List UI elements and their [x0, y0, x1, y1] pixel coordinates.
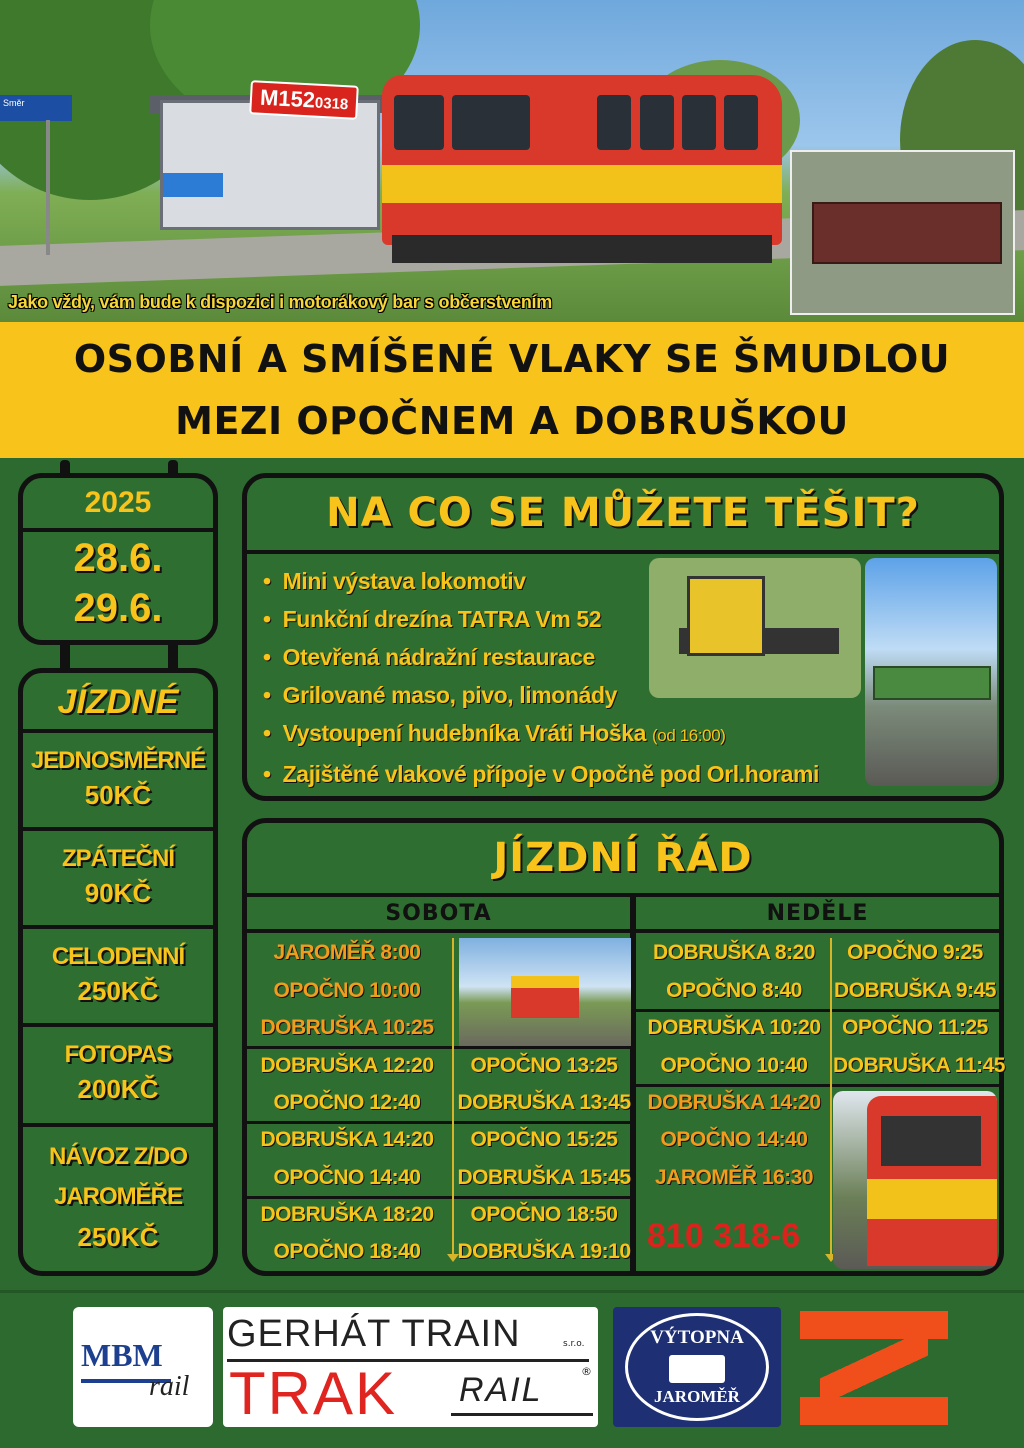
- fare-price: 50KČ: [84, 780, 152, 810]
- direction-sign: Směr: [0, 95, 72, 121]
- title-line-2: MEZI OPOČNEM A DOBRUŠKOU: [175, 399, 849, 443]
- fare-price: 90KČ: [84, 878, 152, 908]
- event-date-1: 28.6.: [73, 536, 163, 580]
- fare-name: FOTOPAS: [64, 1041, 172, 1068]
- timetable-stop: DOBRUŠKA 14:20: [260, 1128, 434, 1151]
- fare-price: 250KČ: [77, 976, 159, 1006]
- fare-name: NÁVOZ Z/DO: [49, 1143, 187, 1170]
- timetable-stop: DOBRUŠKA 11:45: [833, 1054, 1005, 1077]
- features-box: [242, 473, 1004, 801]
- event-date-2: 29.6.: [73, 586, 163, 630]
- timetable-stop: JAROMĚŘ 8:00: [273, 941, 421, 964]
- fares-box: [18, 668, 218, 1276]
- row-divider: [247, 1196, 630, 1199]
- row-divider: [247, 1121, 630, 1124]
- divider: [247, 893, 999, 897]
- timetable-stop: DOBRUŠKA 13:45: [457, 1091, 631, 1114]
- fare-name-line-2: JAROMĚŘE: [53, 1183, 183, 1210]
- fare-item: [23, 827, 213, 925]
- freight-wagon-photo: [790, 150, 1015, 315]
- timetable-stop: OPOČNO 12:40: [273, 1091, 421, 1114]
- bus-shelter: [160, 100, 380, 230]
- timetable-stop: OPOČNO 14:40: [660, 1128, 808, 1151]
- timetable-stop: OPOČNO 15:25: [470, 1128, 618, 1151]
- timetable-stop: DOBRUŠKA 12:20: [260, 1054, 434, 1077]
- fare-item: [23, 1123, 213, 1271]
- row-divider: [247, 1046, 630, 1049]
- divider: [247, 550, 999, 554]
- feature-item: • Vystoupení hudebníka Vráti Hoška (od 16:00): [263, 714, 819, 755]
- timetable-stop: OPOČNO 9:25: [847, 941, 983, 964]
- divider: [247, 929, 999, 933]
- timetable-stop: DOBRUŠKA 14:20: [647, 1091, 821, 1114]
- title-line-1: OSOBNÍ A SMÍŠENÉ VLAKY SE ŠMUDLOU: [73, 337, 951, 381]
- fares-title: JÍZDNÉ: [57, 683, 179, 721]
- timetable-stop: DOBRUŠKA 9:45: [834, 979, 996, 1002]
- hero-photo: [0, 0, 1024, 322]
- feature-item: • Otevřená nádražní restaurace: [263, 638, 819, 676]
- fare-name: JEDNOSMĚRNÉ: [30, 747, 206, 774]
- arrow-down-icon: [830, 938, 832, 1256]
- gerhat-trak-rail-logo[interactable]: GERHÁT TRAIN s.r.o. TRAK RAIL ®: [223, 1307, 598, 1427]
- feature-item: • Grilované maso, pivo, limonády: [263, 676, 819, 714]
- railcar-number: 810 318-6: [647, 1217, 801, 1255]
- timetable-stop: OPOČNO 10:00: [273, 979, 421, 1002]
- timetable-stop: OPOČNO 10:40: [660, 1054, 808, 1077]
- timetable-stop: OPOČNO 18:40: [273, 1240, 421, 1263]
- railcar-photo: [833, 1091, 997, 1269]
- row-divider: [636, 1009, 999, 1012]
- timetable-stop: DOBRUŠKA 15:45: [457, 1166, 631, 1189]
- fare-name: ZPÁTEČNÍ: [62, 845, 174, 872]
- railcar-number-sign: M1520318: [249, 80, 359, 120]
- timetable-stop: OPOČNO 11:25: [842, 1016, 988, 1039]
- fare-item: [23, 729, 213, 827]
- date-calendar: [18, 473, 218, 645]
- timetable-stop: OPOČNO 18:50: [470, 1203, 618, 1226]
- timetable-stop: DOBRUŠKA 8:20: [653, 941, 815, 964]
- fare-name: CELODENNÍ: [51, 943, 185, 970]
- row-divider: [636, 1084, 999, 1087]
- fare-item: [23, 1023, 213, 1123]
- event-year: 2025: [84, 486, 152, 519]
- footer-divider: [0, 1290, 1024, 1293]
- drezina-photo: [649, 558, 861, 698]
- feature-item: • Mini výstava lokomotiv: [263, 562, 819, 600]
- timetable-box: [242, 818, 1004, 1276]
- feature-item: • Zajištěné vlakové přípoje v Opočně pod Orl.horami: [263, 755, 819, 793]
- ceske-drahy-logo[interactable]: [800, 1311, 948, 1425]
- vytopna-jaromer-logo[interactable]: VÝTOPNA JAROMĚŘ: [613, 1307, 781, 1427]
- arrow-down-icon: [452, 938, 454, 1256]
- sunday-label: NEDĚLE: [766, 901, 869, 926]
- railcar-photo: [459, 938, 631, 1046]
- title-band: [0, 322, 1024, 458]
- timetable-stop: DOBRUŠKA 19:10: [457, 1240, 631, 1263]
- mbm-rail-logo[interactable]: MBM rail: [73, 1307, 213, 1427]
- saturday-label: SOBOTA: [385, 901, 492, 926]
- signpost: [46, 120, 50, 255]
- timetable-stop: JAROMĚŘ 16:30: [654, 1166, 814, 1189]
- feature-note: (od 16:00): [652, 726, 726, 745]
- timetable-stop: DOBRUŠKA 10:25: [260, 1016, 434, 1039]
- timetable-stop: DOBRUŠKA 18:20: [260, 1203, 434, 1226]
- fare-price: 200KČ: [77, 1074, 159, 1104]
- hero-caption: Jako vždy, vám bude k dispozici i motorákový bar s občerstvením: [8, 292, 552, 312]
- fare-price: 250KČ: [77, 1222, 159, 1252]
- divider: [23, 528, 213, 532]
- timetable-title: JÍZDNÍ ŘÁD: [493, 835, 753, 881]
- locomotive-photo: [865, 558, 997, 786]
- timetable-stop: OPOČNO 8:40: [666, 979, 802, 1002]
- timetable-stop: OPOČNO 13:25: [470, 1054, 618, 1077]
- timetable-stop: OPOČNO 14:40: [273, 1166, 421, 1189]
- features-title: NA CO SE MŮŽETE TĚŠIT?: [326, 490, 920, 536]
- timetable-stop: DOBRUŠKA 10:20: [647, 1016, 821, 1039]
- fare-item: [23, 925, 213, 1023]
- feature-item: • Funkční drezína TATRA Vm 52: [263, 600, 819, 638]
- steam-locomotive-icon: [669, 1355, 725, 1383]
- railcar: [382, 65, 782, 265]
